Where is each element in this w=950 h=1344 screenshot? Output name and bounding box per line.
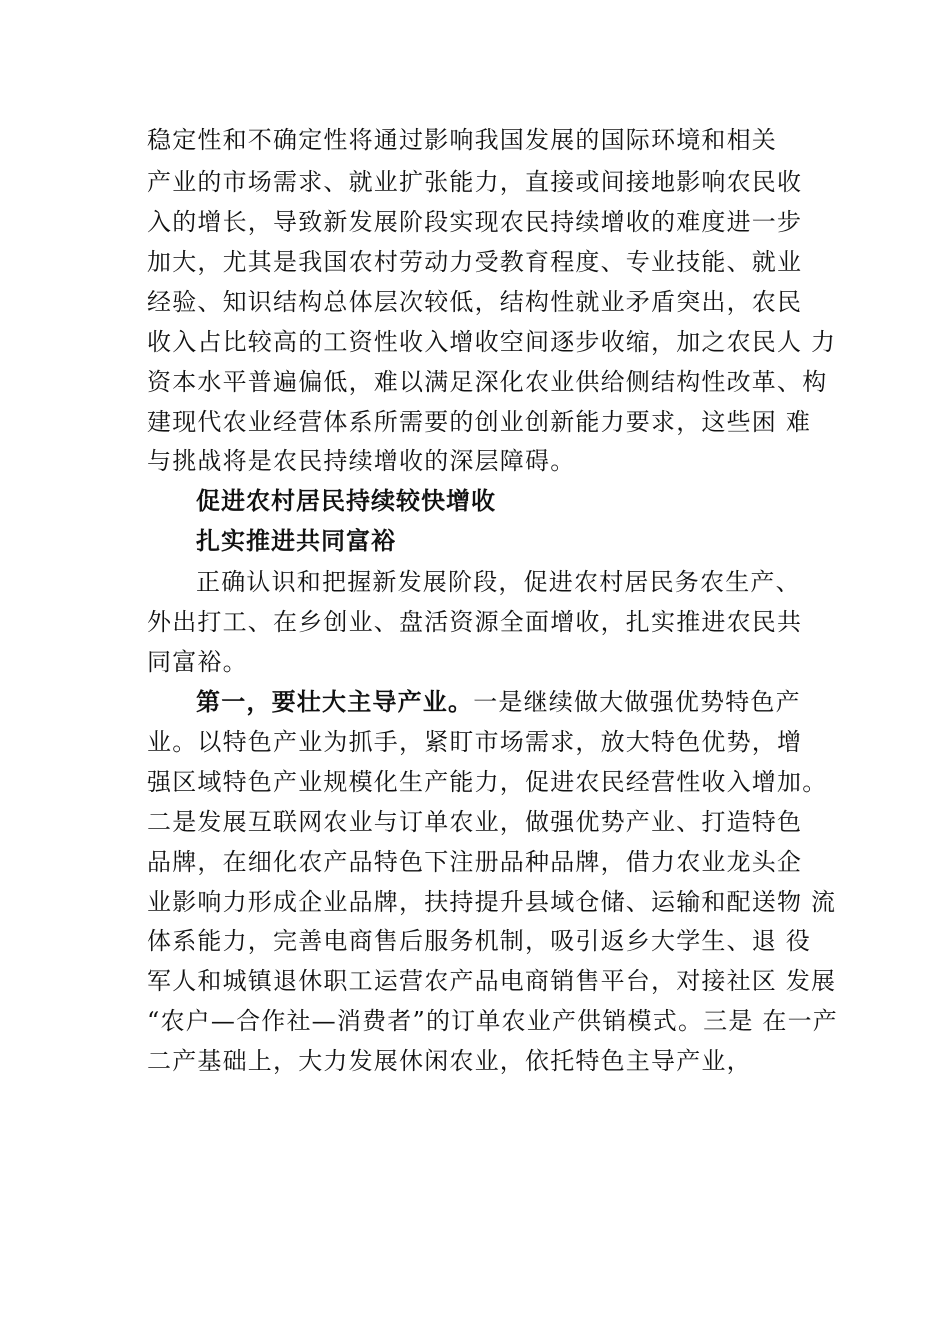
- body-text-line: 体系能力，完善电商售后服务机制，吸引返乡大学生、退 役: [147, 927, 812, 955]
- body-text-line: 二产基础上，大力发展休闲农业，依托特色主导产业，: [147, 1047, 752, 1075]
- section-heading: 促进农村居民持续较快增收: [196, 487, 496, 515]
- body-text-line: 建现代农业经营体系所需要的创业创新能力要求，这些困 难: [147, 408, 812, 436]
- body-text-line: 经验、知识结构总体层次较低，结构性就业矛盾突出，农民: [147, 288, 803, 316]
- body-text-line: “农户—合作社—消费者”的订单农业产供销模式。三是 在一产: [147, 1007, 838, 1035]
- body-text-line: 同富裕。: [147, 648, 248, 676]
- body-text-line: 资本水平普遍偏低，难以满足深化农业供给侧结构性改革、构: [147, 368, 828, 396]
- body-text-line: 收入占比较高的工资性收入增收空间逐步收缩，加之农民人 力: [147, 328, 837, 356]
- body-text-line: 正确认识和把握新发展阶段，促进农村居民务农生产、: [196, 568, 801, 596]
- body-text-line: [196, 684, 837, 720]
- body-text-line: 业。以特色产业为抓手，紧盯市场需求，放大特色优势，增: [147, 728, 803, 756]
- section-subheading: 扎实推进共同富裕: [196, 527, 396, 555]
- body-text-line: 加大，尤其是我国农村劳动力受教育程度、专业技能、就业: [147, 248, 803, 276]
- body-text-line: 品牌，在细化农产品特色下注册品种品牌，借力农业龙头企: [147, 848, 803, 876]
- body-text-line: 稳定性和不确定性将通过影响我国发展的国际环境和相关: [147, 126, 777, 154]
- body-text-line: 外出打工、在乡创业、盘活资源全面增收，扎实推进农民共: [147, 608, 803, 636]
- bold-lead-phrase: 第一，要壮大主导产业。: [196, 687, 474, 716]
- body-text-line: 二是发展互联网农业与订单农业，做强优势产业、打造特色: [147, 808, 803, 836]
- body-text-line: 入的增长，导致新发展阶段实现农民持续增收的难度进一步: [147, 208, 803, 236]
- body-text-line: 产业的市场需求、就业扩张能力，直接或间接地影响农民收: [147, 168, 803, 196]
- body-text-run: 一是继续做大做强优势特色产: [473, 688, 801, 716]
- body-text-line: 业影响力形成企业品牌，扶持提升县域仓储、运输和配送物 流: [147, 888, 837, 916]
- body-text-line: 与挑战将是农民持续增收的深层障碍。: [147, 447, 576, 475]
- body-text-line: 强区域特色产业规模化生产能力，促进农民经营性收入增加。: [147, 768, 828, 796]
- body-text-line: 军人和城镇退休职工运营农产品电商销售平台，对接社区 发展: [147, 967, 837, 995]
